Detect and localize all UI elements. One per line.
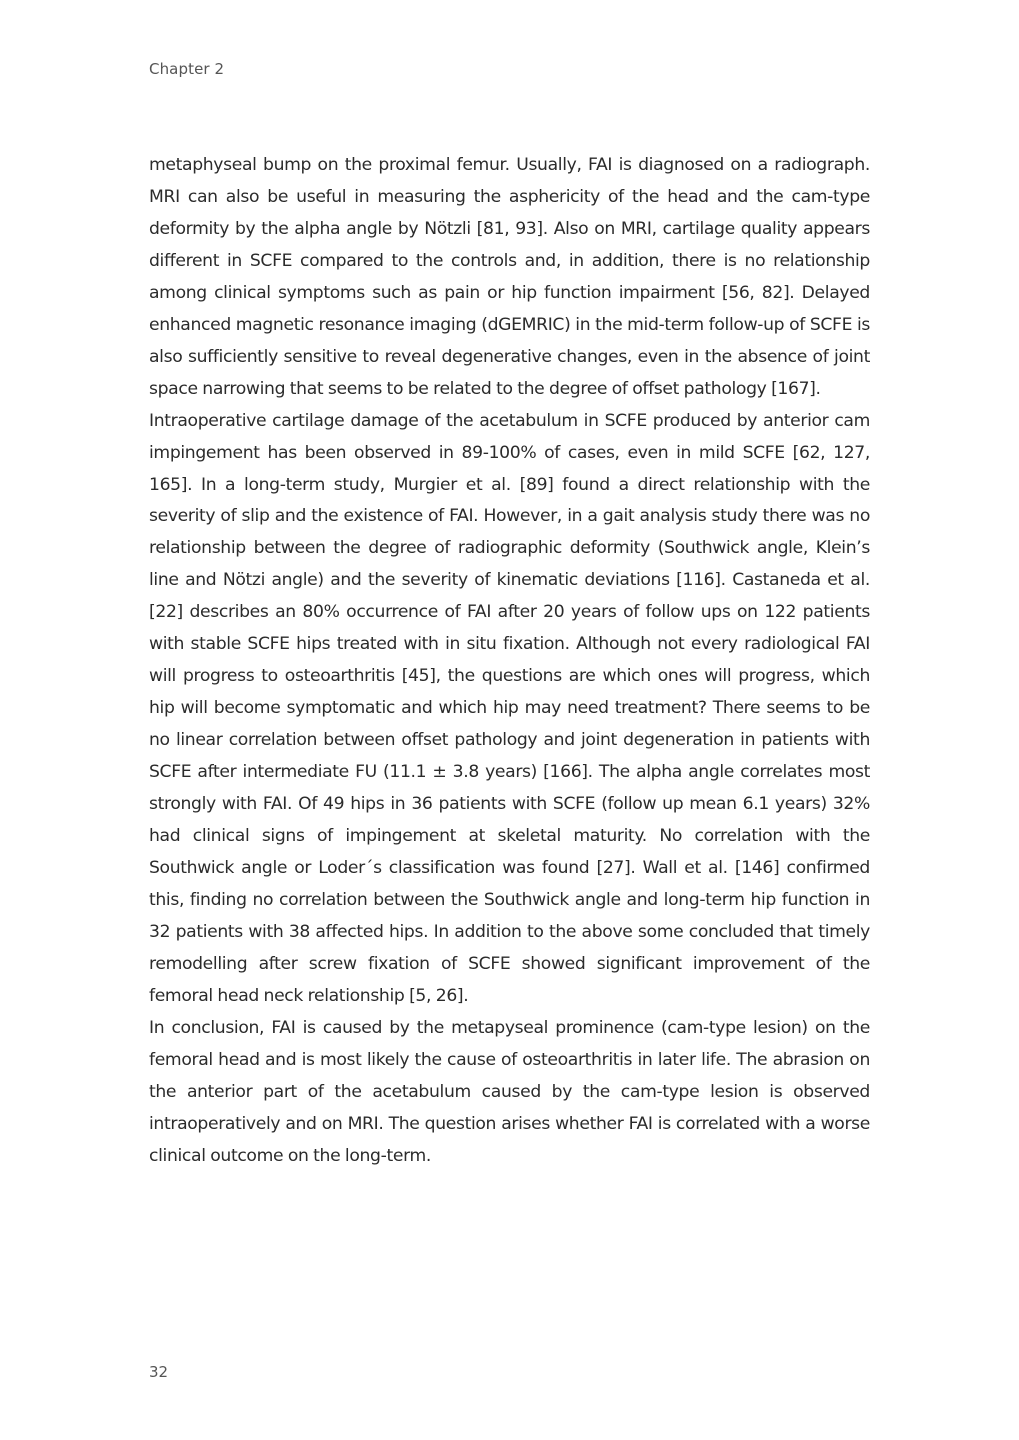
running-header: Chapter 2	[149, 60, 225, 78]
body-text	[149, 150, 870, 1173]
page-number: 32	[149, 1363, 169, 1381]
paragraph-offset-pathology: metaphyseal bump on the proximal femur. Usually, FAI is diagnosed on a radiograph. MRI can also be useful in measuring the asphericity of the head and the cam-type deformity by the alpha angle by Nötzli [81, 93]. Also on MRI, cartilage quality appears different in SCFE compared to the controls and, in addition, there is no relationship among clinical symptoms such as pain or hip function impairment [56, 82]. Delayed enhanced magnetic resonance imaging (dGEMRIC) in the mid-term follow-up of SCFE is also sufficiently sensitive to reveal degenerative changes, even in the absence of joint space narrowing that seems to be related to the degree of offset pathology [167].	[149, 155, 870, 399]
paragraph-cartilage-damage: Intraoperative cartilage damage of the acetabulum in SCFE produced by anterior cam impingement has been observed in 89-100% of cases, even in mild SCFE [62, 127, 165]. In a long-term study, Murgier et al. [89] found a direct relationship with the severity of slip and the existence of FAI. However, in a gait analysis study there was no relationship between the degree of radiographic deformity (Southwick angle, Klein’s line and Nötzi angle) and the severity of kinematic deviations [116]. Castaneda et al. [22] describes an 80% occurrence of FAI after 20 years of follow ups on 122 patients with stable SCFE hips treated with in situ fixation. Although not every radiological FAI will progress to osteoarthritis [45], the questions are which ones will progress, which hip will become symptomatic and which hip may need treatment? There seems to be no linear correlation between offset pathology and joint degeneration in patients with SCFE after intermediate FU (11.1 ± 3.8 years) [166]. The alpha angle correlates most strongly with FAI. Of 49 hips in 36 patients with SCFE (follow up mean 6.1 years) 32% had clinical signs of impingement at skeletal maturity. No correlation with the Southwick angle or Loder´s classification was found [27]. Wall et al. [146] confirmed this, finding no correlation between the Southwick angle and long-term hip function in 32 patients with 38 affected hips. In addition to the above some concluded that timely remodelling after screw fixation of SCFE showed significant improvement of the femoral head neck relationship [5, 26].	[149, 410, 870, 1006]
paragraph-conclusion: In conclusion, FAI is caused by the metapyseal prominence (cam-type lesion) on the femoral head and is most likely the cause of osteoarthritis in later life. The abrasion on the anterior part of the acetabulum caused by the cam-type lesion is observed intraoperatively and on MRI. The question arises whether FAI is correlated with a worse clinical outcome on the long-term.	[149, 1017, 870, 1166]
